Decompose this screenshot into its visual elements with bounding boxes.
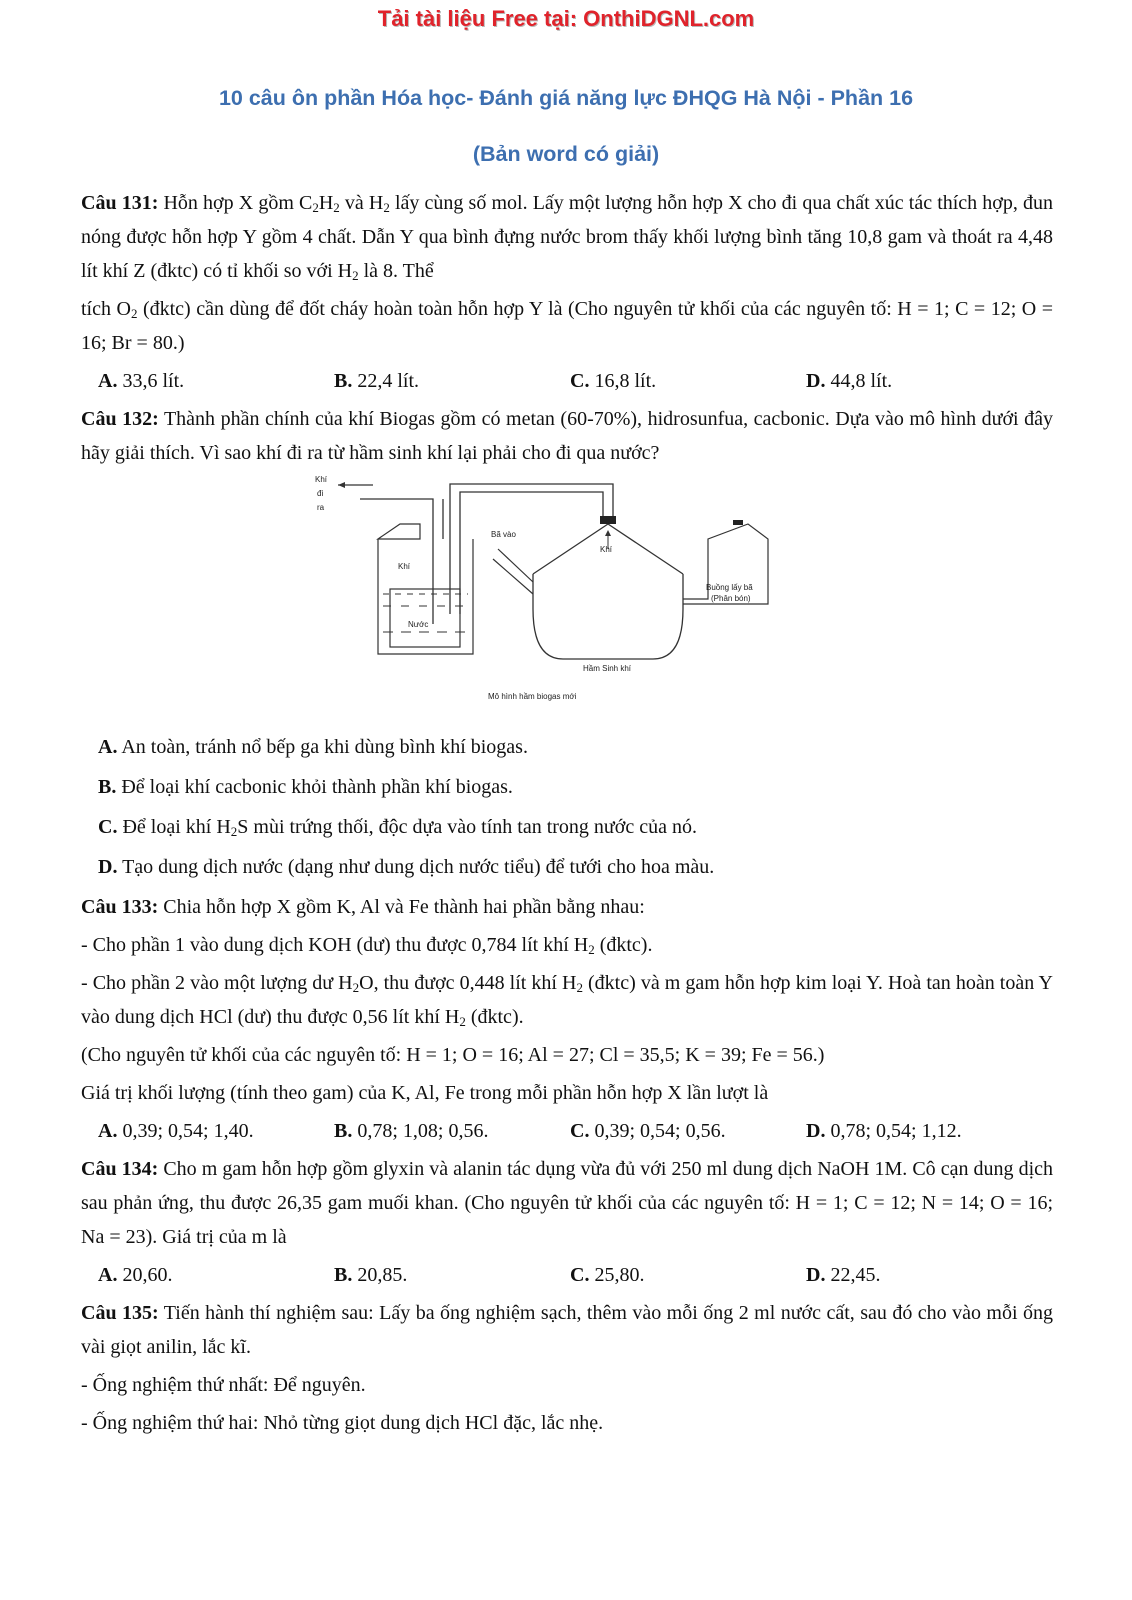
- option-letter: A.: [98, 370, 118, 392]
- option-c[interactable]: [570, 1258, 806, 1292]
- question-label: Câu 131:: [81, 192, 159, 214]
- option-a[interactable]: [98, 364, 334, 398]
- question-131: [81, 186, 1053, 288]
- option-b[interactable]: [334, 364, 570, 398]
- option-text: 0,78; 1,08; 0,56.: [352, 1120, 489, 1142]
- option-letter: B.: [334, 1120, 353, 1142]
- subscript: 2: [312, 200, 319, 215]
- question-text: - Cho phần 2 vào một lượng dư H: [81, 972, 353, 994]
- option-letter: D.: [806, 1120, 826, 1142]
- question-135-line1: - Ống nghiệm thứ nhất: Để nguyên.: [81, 1374, 366, 1396]
- option-letter: C.: [570, 1120, 590, 1142]
- question-133-line4: Giá trị khối lượng (tính theo gam) của K, Al, Fe trong mỗi phần hỗn hợp X lần lượt là: [81, 1082, 769, 1104]
- subscript: 2: [352, 268, 359, 283]
- question-text: Thành phần chính của khí Biogas gồm có metan (60-70%), hidrosunfua, cacbonic. Dựa vào mô hình dưới đây hãy giải thích. Vì sao khí đi ra từ hầm sinh khí lại phải cho đi qua nước?: [81, 408, 1054, 464]
- label-gas-out: Khí: [315, 475, 328, 484]
- question-133-line2: [81, 966, 1053, 1034]
- question-135-line2: - Ống nghiệm thứ hai: Nhỏ từng giọt dung dịch HCl đặc, lắc nhẹ.: [81, 1412, 604, 1434]
- question-text: (đktc) cần dùng để đốt cháy hoàn toàn hỗn hợp Y là (Cho nguyên tử khối của các nguyên tố: H = 1; C = 12; O = 16; Br = 80.): [81, 298, 1054, 354]
- figure-caption: Mô hình hầm biogas mới: [488, 692, 577, 701]
- question-text: (đktc).: [465, 1006, 524, 1028]
- option-b[interactable]: [334, 1258, 570, 1292]
- question-text: Chia hỗn hợp X gồm K, Al và Fe thành hai phần bằng nhau:: [158, 896, 645, 918]
- subscript: 2: [588, 942, 595, 957]
- option-letter: B.: [334, 1264, 353, 1286]
- option-text: 0,39; 0,54; 0,56.: [589, 1120, 726, 1142]
- subscript: 2: [130, 306, 138, 321]
- question-133: [81, 890, 1053, 924]
- option-c[interactable]: [81, 810, 1053, 844]
- answer-options: [81, 1258, 1053, 1292]
- subscript: 2: [333, 200, 340, 215]
- question-134: [81, 1152, 1053, 1254]
- question-text: H: [318, 192, 334, 214]
- option-text: An toàn, tránh nổ bếp ga khi dùng bình khí biogas.: [117, 736, 528, 758]
- subscript: 2: [352, 980, 360, 995]
- option-text: S mùi trứng thối, độc dựa vào tính tan trong nước của nó.: [237, 816, 697, 838]
- option-text: 0,39; 0,54; 1,40.: [117, 1120, 254, 1142]
- option-text: 33,6 lít.: [117, 370, 185, 392]
- option-letter: C.: [570, 370, 590, 392]
- label-fertilizer: (Phân bón): [711, 594, 751, 603]
- option-a[interactable]: [98, 1258, 334, 1292]
- question-133-line3: (Cho nguyên tử khối của các nguyên tố: H = 1; O = 16; Al = 27; Cl = 35,5; K = 39; Fe = 56.): [81, 1044, 825, 1066]
- option-letter: A.: [98, 1264, 118, 1286]
- option-text: 22,4 lít.: [352, 370, 420, 392]
- source-banner: Tải tài liệu Free tại: OnthiDGNL.com: [377, 6, 755, 31]
- option-b[interactable]: [81, 770, 1053, 804]
- option-letter: A.: [98, 736, 118, 758]
- question-text: (đktc).: [594, 934, 653, 956]
- option-d[interactable]: [81, 850, 1053, 884]
- question-label: Câu 132:: [81, 408, 159, 430]
- label-water: Nước: [408, 620, 429, 629]
- option-b[interactable]: [334, 1114, 570, 1148]
- option-letter: A.: [98, 1120, 118, 1142]
- option-a[interactable]: [81, 730, 1053, 764]
- label-gas: Khí: [398, 562, 411, 571]
- question-text: và H: [339, 192, 384, 214]
- option-letter: D.: [806, 370, 826, 392]
- option-text: 0,78; 0,54; 1,12.: [825, 1120, 962, 1142]
- subscript: 2: [383, 200, 390, 215]
- question-text: Cho m gam hỗn hợp gồm glyxin và alanin tác dụng vừa đủ với 250 ml dung dịch NaOH 1M. Cô cạn dung dịch sau phản ứng, thu được 26,35 gam muối khan. (Cho nguyên tử khối của các nguyên tố: H = 1; C = 12; N = 14; O = 16; Na = 23). Giá trị của m là: [81, 1158, 1053, 1248]
- answer-options: [81, 364, 1053, 398]
- question-label: Câu 135:: [81, 1302, 159, 1324]
- question-label: Câu 134:: [81, 1158, 159, 1180]
- option-letter: C.: [570, 1264, 590, 1286]
- option-letter: D.: [98, 856, 118, 878]
- label-gas-up: Khí: [600, 545, 613, 554]
- option-letter: C.: [98, 816, 118, 838]
- option-letter: D.: [806, 1264, 826, 1286]
- label-gas-out-2: đi: [317, 489, 324, 498]
- biogas-figure: [81, 474, 1053, 722]
- question-text: - Cho phần 1 vào dung dịch KOH (dư) thu được 0,784 lít khí H: [81, 934, 589, 956]
- option-text: 22,45.: [825, 1264, 881, 1286]
- question-131-cont: [81, 292, 1053, 360]
- document-subtitle: (Bản word có giải): [472, 142, 660, 166]
- answer-options: [81, 1114, 1053, 1148]
- subscript: 2: [459, 1014, 466, 1029]
- question-135: [81, 1296, 1053, 1364]
- question-text: Tiến hành thí nghiệm sau: Lấy ba ống nghiệm sạch, thêm vào mỗi ống 2 ml nước cất, sau đó cho vào mỗi ống vài giọt anilin, lắc kĩ.: [81, 1302, 1053, 1358]
- subscript: 2: [576, 980, 583, 995]
- option-text: 20,85.: [352, 1264, 408, 1286]
- subscript: 2: [230, 824, 238, 839]
- option-text: Tạo dung dịch nước (dạng như dung dịch nước tiểu) để tưới cho hoa màu.: [117, 856, 715, 878]
- document-body: [81, 186, 1053, 1444]
- option-d[interactable]: [806, 364, 1042, 398]
- biogas-diagram: [308, 474, 788, 719]
- option-text: Để loại khí H: [117, 816, 231, 838]
- question-text: tích O: [81, 298, 131, 320]
- option-d[interactable]: [806, 1114, 1042, 1148]
- option-text: 44,8 lít.: [825, 370, 893, 392]
- question-label: Câu 133:: [81, 896, 159, 918]
- question-text: Hỗn hợp X gồm C: [158, 192, 313, 214]
- question-text: (đktc) và m gam hỗn hợp kim loại Y. Hoà tan hoàn toàn Y vào dung dịch HCl (dư) thu được 0,56 lít khí H: [81, 972, 1053, 1028]
- label-digester: Hầm Sinh khí: [583, 664, 632, 673]
- document-title: 10 câu ôn phần Hóa học- Đánh giá năng lực ĐHQG Hà Nội - Phần 16: [218, 86, 914, 110]
- label-residue-chamber: Buồng lấy bã: [706, 583, 753, 592]
- question-text: O, thu được 0,448 lít khí H: [359, 972, 577, 994]
- question-text: là 8. Thể: [358, 260, 434, 282]
- option-letter: B.: [334, 370, 353, 392]
- option-c[interactable]: [570, 1114, 806, 1148]
- label-input: Bã vào: [491, 530, 516, 539]
- option-c[interactable]: [570, 364, 806, 398]
- option-text: Để loại khí cacbonic khỏi thành phần khí biogas.: [116, 776, 513, 798]
- option-d[interactable]: [806, 1258, 1042, 1292]
- question-132: [81, 402, 1053, 470]
- question-text: lấy cùng số mol. Lấy một lượng hỗn hợp X cho đi qua chất xúc tác thích hợp, đun nóng được hỗn hợp Y gồm 4 chất. Dẫn Y qua bình đựng nước brom thấy khối lượng bình tăng 10,8 gam và thoát ra 4,48 lít khí Z (đktc) có tỉ khối so với H: [81, 192, 1054, 282]
- option-letter: B.: [98, 776, 117, 798]
- option-text: 20,60.: [117, 1264, 173, 1286]
- option-a[interactable]: [98, 1114, 334, 1148]
- question-133-line1: [81, 928, 1053, 962]
- label-gas-out-3: ra: [317, 503, 325, 512]
- option-text: 25,80.: [589, 1264, 645, 1286]
- option-text: 16,8 lít.: [589, 370, 657, 392]
